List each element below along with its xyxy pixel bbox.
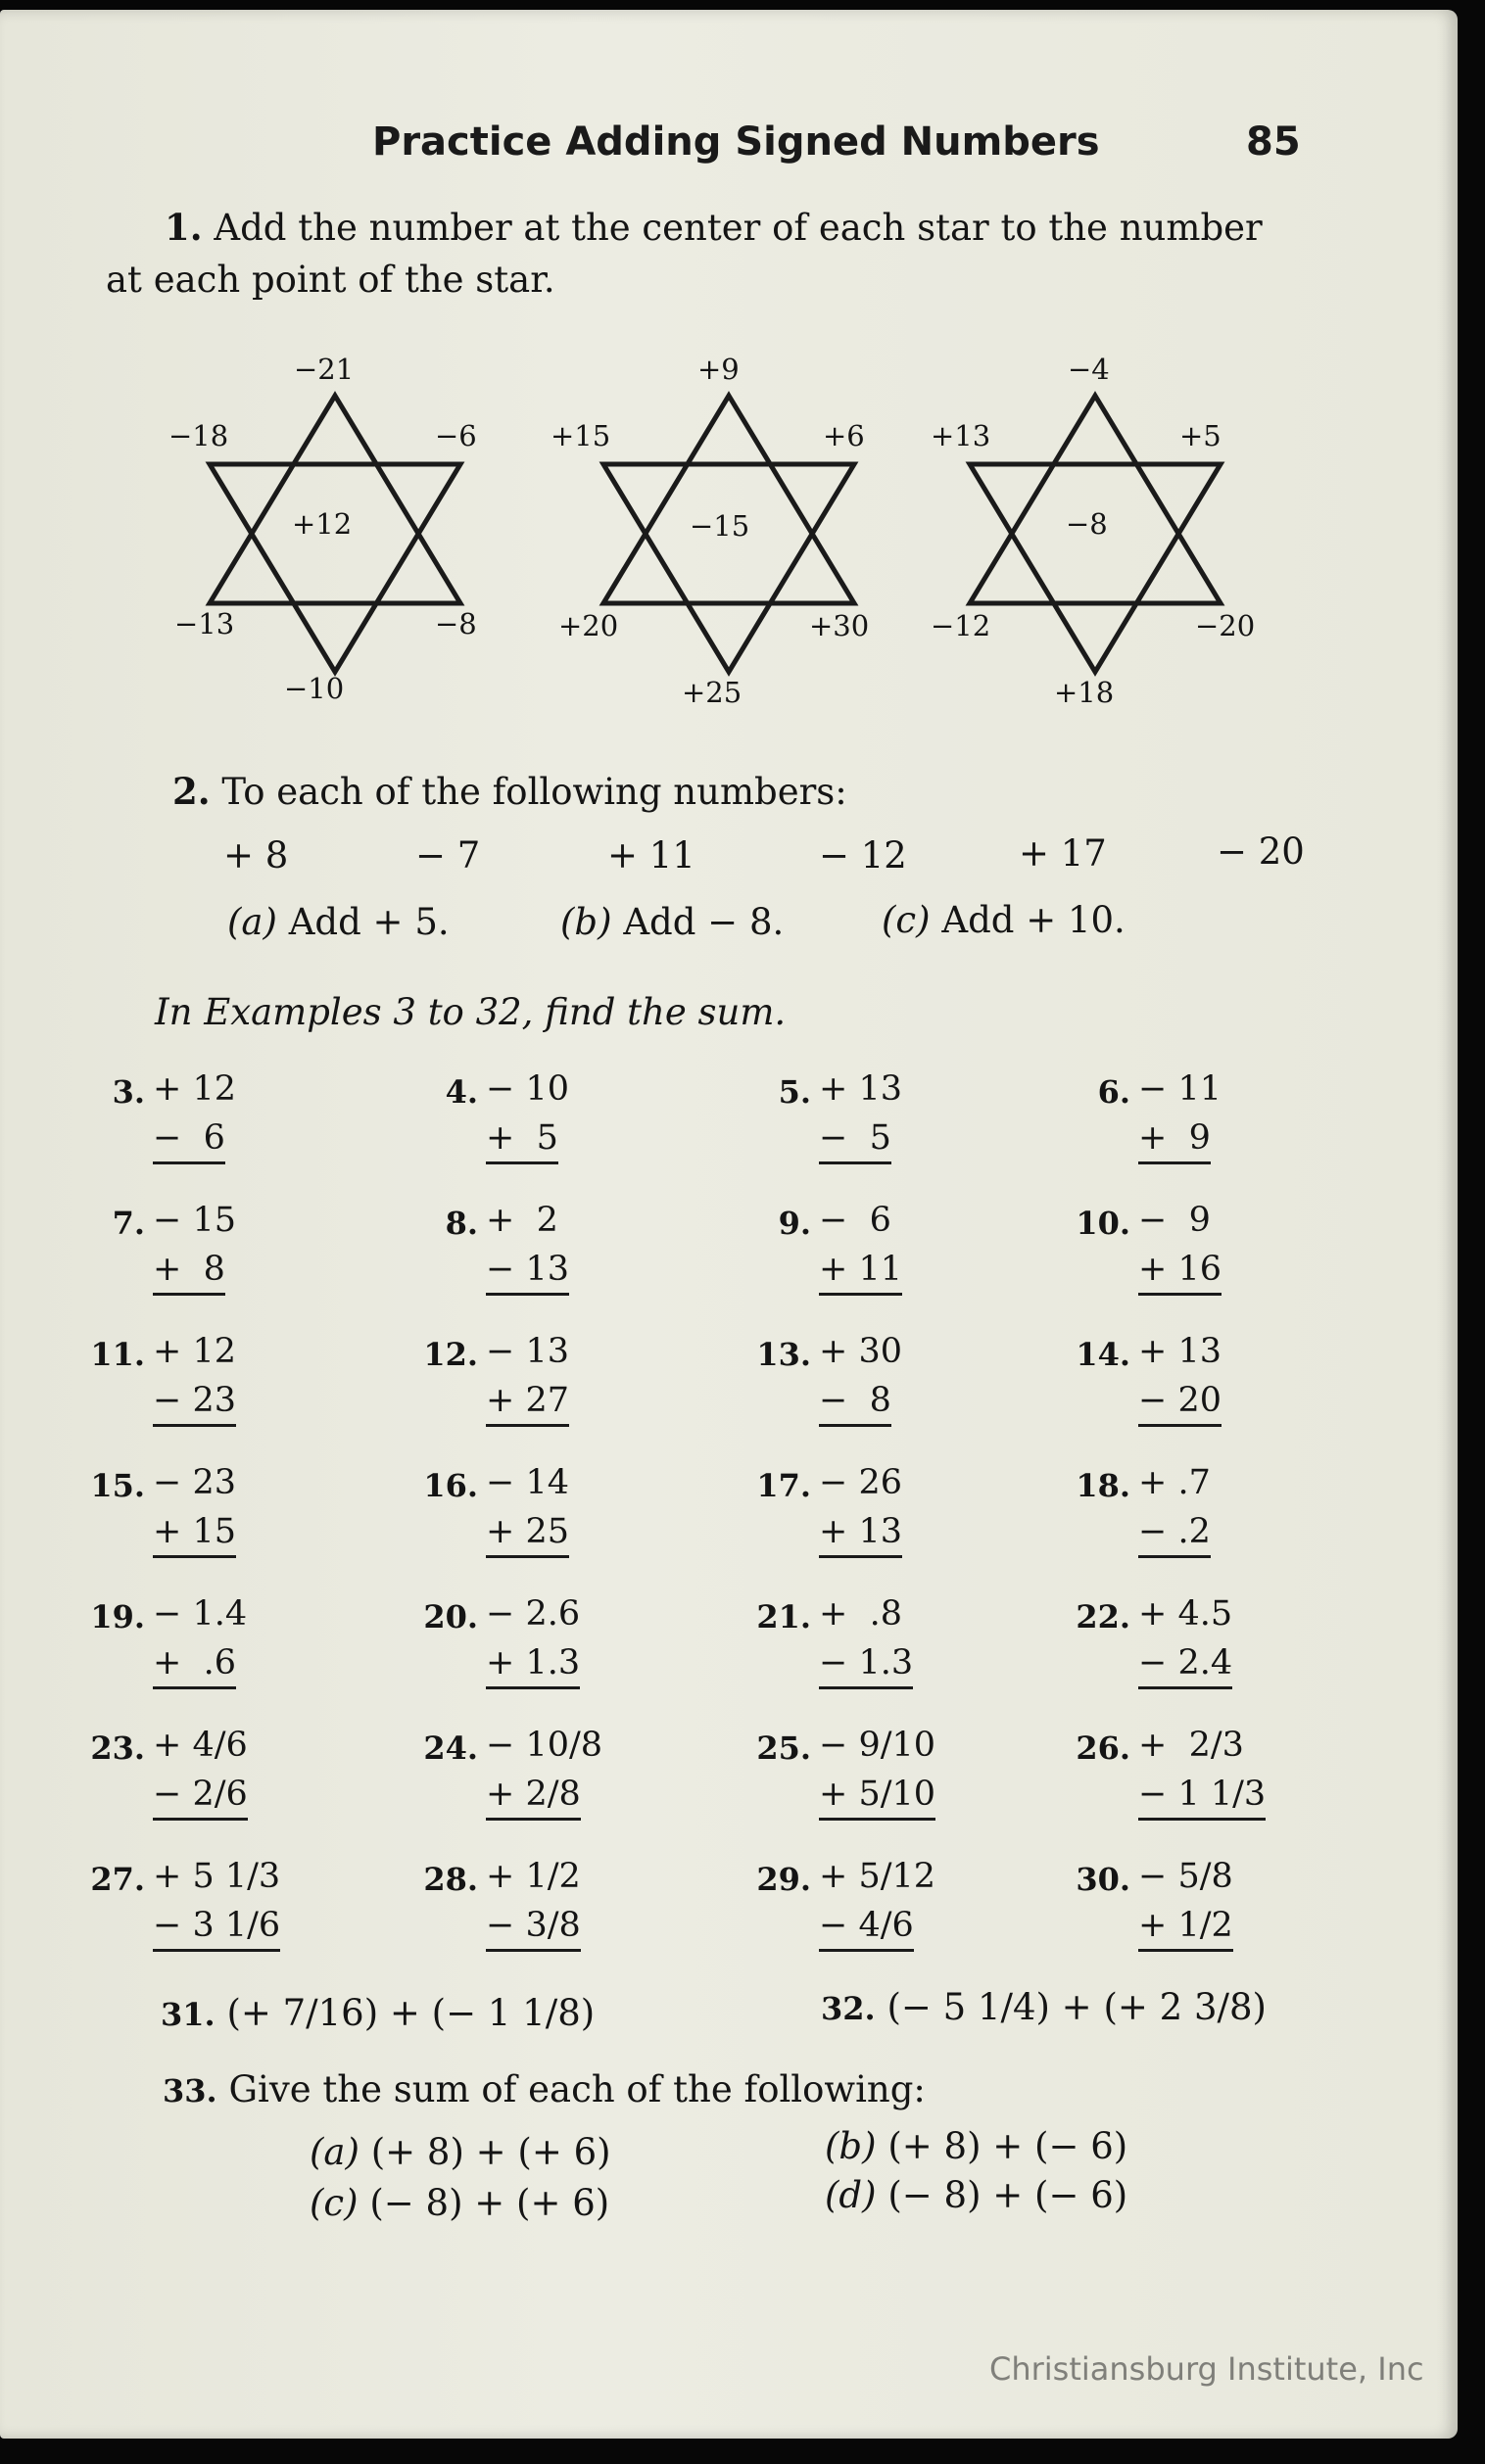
star-1-bottom-label: −10 — [284, 672, 345, 705]
exercise-top-operand: + .7 — [1138, 1463, 1211, 1502]
star-2-upper-right-label: +6 — [823, 419, 865, 452]
exercise-top-operand: + 12 — [153, 1069, 236, 1109]
problem-2-part-a: (a) Add + 5. — [227, 901, 450, 943]
watermark: Christiansburg Institute, Inc — [989, 2350, 1424, 2388]
problem-33-part-a: (a) (+ 8) + (+ 6) — [310, 2131, 611, 2173]
exercise-top-operand: − 23 — [153, 1463, 236, 1502]
problem-1-text: Add the number at the center of each star to the number — [214, 207, 1263, 249]
exercise-bottom-operand: + 15 — [153, 1512, 236, 1558]
problem-32: 32. (− 5 1/4) + (+ 2 3/8) — [821, 1986, 1267, 2028]
problem-2-value: + 17 — [1019, 832, 1107, 875]
exercise-top-operand: − 26 — [819, 1463, 902, 1502]
problem-2-part-b: (b) Add − 8. — [560, 901, 785, 943]
exercise-top-operand: + 13 — [819, 1069, 902, 1109]
problem-33-text: Give the sum of each of the following: — [228, 2068, 926, 2110]
exercise-bottom-operand: + 13 — [819, 1512, 902, 1558]
exercise-number: 8. — [445, 1205, 478, 1242]
exercise-number: 24. — [423, 1730, 478, 1767]
exercise-top-operand: + 5/12 — [819, 1857, 936, 1896]
exercise-number: 26. — [1076, 1730, 1130, 1767]
star-2-lower-left-label: +20 — [558, 609, 619, 642]
star-1-lower-right-label: −8 — [435, 607, 477, 640]
star-1-center-label: +12 — [292, 507, 353, 541]
exercise-number: 6. — [1097, 1073, 1130, 1111]
exercise-number: 30. — [1076, 1861, 1130, 1898]
exercise-number: 22. — [1076, 1598, 1130, 1635]
star-2-bottom-label: +25 — [682, 676, 742, 709]
problem-32-expression: (− 5 1/4) + (+ 2 3/8) — [886, 1986, 1267, 2028]
exercise-top-operand: + 5 1/3 — [153, 1857, 281, 1896]
exercise-top-operand: − 11 — [1138, 1069, 1222, 1109]
exercise-bottom-operand: + 8 — [153, 1250, 225, 1296]
exercise-top-operand: − 14 — [486, 1463, 569, 1502]
exercise-bottom-operand: − 1.3 — [819, 1643, 913, 1689]
problem-31-expression: (+ 7/16) + (− 1 1/8) — [226, 1992, 596, 2034]
star-1-down-triangle — [210, 464, 460, 672]
problem-31: 31. (+ 7/16) + (− 1 1/8) — [161, 1992, 596, 2034]
star-3-lower-left-label: −12 — [931, 609, 991, 642]
exercise-number: 7. — [112, 1205, 145, 1242]
problem-2-part-c: (c) Add + 10. — [882, 899, 1126, 941]
exercise-top-operand: + 30 — [819, 1332, 902, 1371]
exercise-number: 25. — [756, 1730, 811, 1767]
exercise-bottom-operand: + 1.3 — [486, 1643, 580, 1689]
problem-2-value: + 8 — [223, 834, 289, 877]
exercise-bottom-operand: + 5 — [486, 1118, 558, 1164]
star-1-upper-right-label: −6 — [435, 419, 477, 452]
exercise-bottom-operand: − .2 — [1138, 1512, 1211, 1558]
exercise-bottom-operand: − 5 — [819, 1118, 891, 1164]
exercise-number: 27. — [90, 1861, 145, 1898]
star-1-up-triangle — [210, 396, 460, 603]
exercise-bottom-operand: + .6 — [153, 1643, 236, 1689]
star-1-top-label: −21 — [294, 353, 355, 386]
exercise-top-operand: − 2.6 — [486, 1594, 581, 1634]
book-page — [0, 10, 1458, 2439]
page-number: 85 — [1246, 119, 1301, 165]
exercise-bottom-operand: + 16 — [1138, 1250, 1222, 1296]
problem-2-number: 2. — [172, 770, 211, 813]
problem-33-line: 33. Give the sum of each of the following: — [163, 2068, 926, 2110]
exercise-bottom-operand: − 6 — [153, 1118, 225, 1164]
exercise-bottom-operand: − 4/6 — [819, 1906, 914, 1952]
star-2-up-triangle — [603, 396, 854, 603]
star-3-top-label: −4 — [1068, 353, 1110, 386]
exercise-number: 15. — [90, 1467, 145, 1504]
problem-33-part-c: (c) (− 8) + (+ 6) — [310, 2182, 610, 2224]
exercise-top-operand: − 10 — [486, 1069, 569, 1109]
star-1-lower-left-label: −13 — [174, 607, 235, 640]
problem-1-number: 1. — [165, 206, 203, 249]
exercise-bottom-operand: + 2/8 — [486, 1775, 581, 1821]
exercise-number: 4. — [445, 1073, 478, 1111]
exercise-bottom-operand: + 5/10 — [819, 1775, 935, 1821]
exercise-number: 14. — [1076, 1336, 1130, 1373]
problem-33-part-d: (d) (− 8) + (− 6) — [825, 2174, 1128, 2216]
exercise-number: 5. — [778, 1073, 811, 1111]
star-3-center-label: −8 — [1066, 507, 1108, 541]
exercise-bottom-operand: − 3/8 — [486, 1906, 581, 1952]
exercise-top-operand: − 9/10 — [819, 1726, 936, 1765]
problem-2-value: + 11 — [607, 834, 695, 877]
exercise-top-operand: + 2 — [486, 1201, 558, 1240]
exercise-bottom-operand: + 9 — [1138, 1118, 1211, 1164]
problem-2-value: − 20 — [1217, 830, 1305, 873]
exercise-bottom-operand: − 20 — [1138, 1381, 1222, 1427]
exercise-number: 9. — [778, 1205, 811, 1242]
star-3-down-triangle — [970, 464, 1221, 672]
exercise-bottom-operand: + 11 — [819, 1250, 902, 1296]
exercise-top-operand: − 15 — [153, 1201, 236, 1240]
exercise-number: 11. — [90, 1336, 145, 1373]
exercise-number: 23. — [90, 1730, 145, 1767]
exercise-number: 29. — [756, 1861, 811, 1898]
exercise-number: 3. — [112, 1073, 145, 1111]
exercise-top-operand: + 1/2 — [486, 1857, 581, 1896]
exercise-top-operand: + 4/6 — [153, 1726, 248, 1765]
star-2-top-label: +9 — [697, 353, 740, 386]
problem-2-line — [172, 770, 847, 813]
exercise-top-operand: − 9 — [1138, 1201, 1211, 1240]
star-3-bottom-label: +18 — [1054, 676, 1115, 709]
exercise-top-operand: − 10/8 — [486, 1726, 603, 1765]
exercise-number: 13. — [756, 1336, 811, 1373]
exercise-bottom-operand: + 1/2 — [1138, 1906, 1233, 1952]
problem-1-line2: at each point of the star. — [106, 259, 555, 301]
star-3-upper-left-label: +13 — [931, 419, 991, 452]
star-3-lower-right-label: −20 — [1195, 609, 1256, 642]
exercise-number: 19. — [90, 1598, 145, 1635]
exercise-bottom-operand: + 27 — [486, 1381, 569, 1427]
exercise-bottom-operand: − 2/6 — [153, 1775, 248, 1821]
exercise-bottom-operand: − 1 1/3 — [1138, 1775, 1266, 1821]
exercise-number: 17. — [756, 1467, 811, 1504]
star-3-upper-right-label: +5 — [1179, 419, 1222, 452]
exercise-top-operand: + 4.5 — [1138, 1594, 1233, 1634]
exercise-bottom-operand: − 13 — [486, 1250, 569, 1296]
star-2-upper-left-label: +15 — [551, 419, 611, 452]
exercise-top-operand: − 5/8 — [1138, 1857, 1233, 1896]
exercise-number: 28. — [423, 1861, 478, 1898]
exercise-number: 18. — [1076, 1467, 1130, 1504]
exercise-bottom-operand: − 8 — [819, 1381, 891, 1427]
problem-2-value: − 12 — [819, 834, 907, 877]
exercise-top-operand: − 6 — [819, 1201, 891, 1240]
star-1-upper-left-label: −18 — [168, 419, 229, 452]
exercise-bottom-operand: − 3 1/6 — [153, 1906, 280, 1952]
exercise-bottom-operand: + 25 — [486, 1512, 569, 1558]
problem-2-value: − 7 — [415, 834, 481, 877]
problem-2-text: To each of the following numbers: — [221, 771, 847, 813]
exercise-top-operand: + .8 — [819, 1594, 902, 1634]
exercise-number: 21. — [756, 1598, 811, 1635]
exercise-top-operand: + 12 — [153, 1332, 236, 1371]
exercise-top-operand: − 13 — [486, 1332, 569, 1371]
exercise-number: 10. — [1076, 1205, 1130, 1242]
exercise-number: 16. — [423, 1467, 478, 1504]
exercise-top-operand: + 2/3 — [1138, 1726, 1244, 1765]
exercise-top-operand: + 13 — [1138, 1332, 1222, 1371]
exercise-number: 12. — [423, 1336, 478, 1373]
star-2-center-label: −15 — [690, 509, 750, 543]
problem-33-part-b: (b) (+ 8) + (− 6) — [825, 2125, 1128, 2167]
exercise-bottom-operand: − 2.4 — [1138, 1643, 1232, 1689]
exercise-number: 20. — [423, 1598, 478, 1635]
exercise-top-operand: − 1.4 — [153, 1594, 248, 1634]
page-title: Practice Adding Signed Numbers — [372, 119, 1100, 165]
exercise-bottom-operand: − 23 — [153, 1381, 236, 1427]
instruction-text: In Examples 3 to 32, find the sum. — [155, 991, 787, 1033]
star-2-lower-right-label: +30 — [809, 609, 870, 642]
